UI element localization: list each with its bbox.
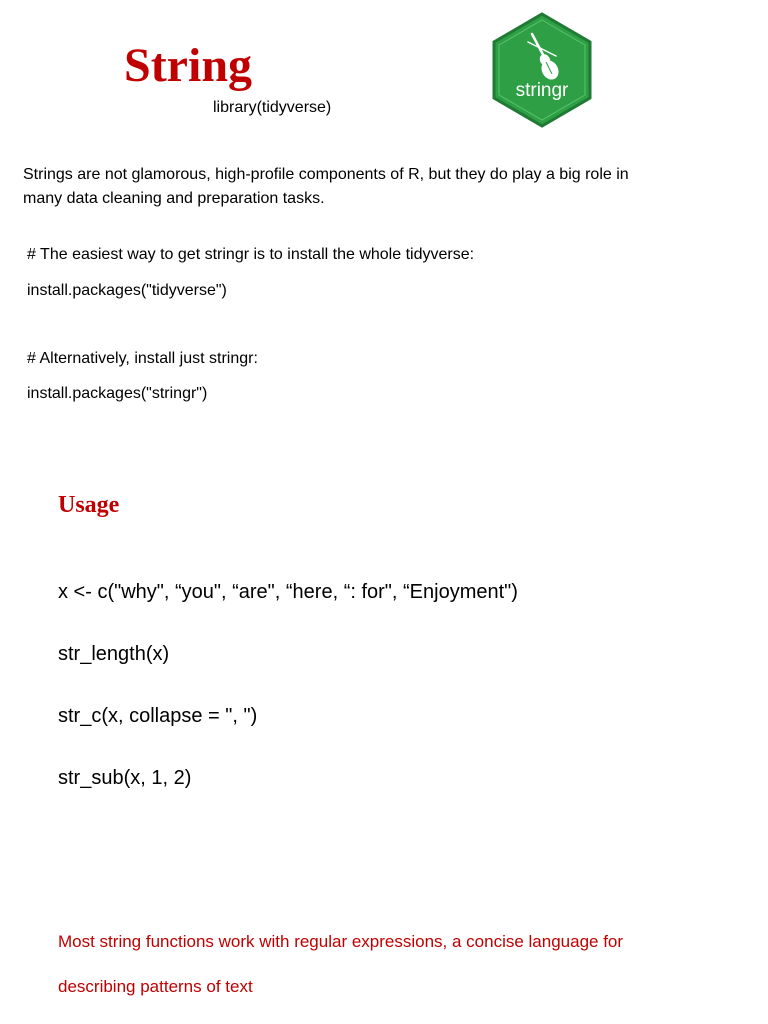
install-code-stringr: install.packages("stringr") xyxy=(27,385,208,402)
library-subtitle: library(tidyverse) xyxy=(213,99,332,116)
usage-line-substring: str_sub(x, 1, 2) xyxy=(58,767,192,789)
install-comment-tidyverse: # The easiest way to get stringr is to install the whole tidyverse: xyxy=(27,246,475,263)
usage-line-concat: str_c(x, collapse = ", ") xyxy=(58,705,258,727)
regex-note-line-2: describing patterns of text xyxy=(58,977,253,996)
hex-badge xyxy=(490,12,594,128)
install-code-tidyverse: install.packages("tidyverse") xyxy=(27,282,227,299)
usage-line-vector: x <- c("why", “you", “are", “here, “: for", “Enjoyment") xyxy=(58,581,518,603)
page-title: String xyxy=(124,39,253,92)
intro-paragraph: Strings are not glamorous, high-profile components of R, but they do play a big role in many data cleaning and preparation tasks. xyxy=(23,166,629,207)
logo-text: stringr xyxy=(515,80,569,101)
regex-note-line-1: Most string functions work with regular expressions, a concise language for xyxy=(58,932,624,951)
install-comment-stringr: # Alternatively, install just stringr: xyxy=(27,350,258,367)
stringr-logo xyxy=(490,12,594,128)
usage-heading: Usage xyxy=(58,492,120,518)
usage-line-length: str_length(x) xyxy=(58,643,170,665)
